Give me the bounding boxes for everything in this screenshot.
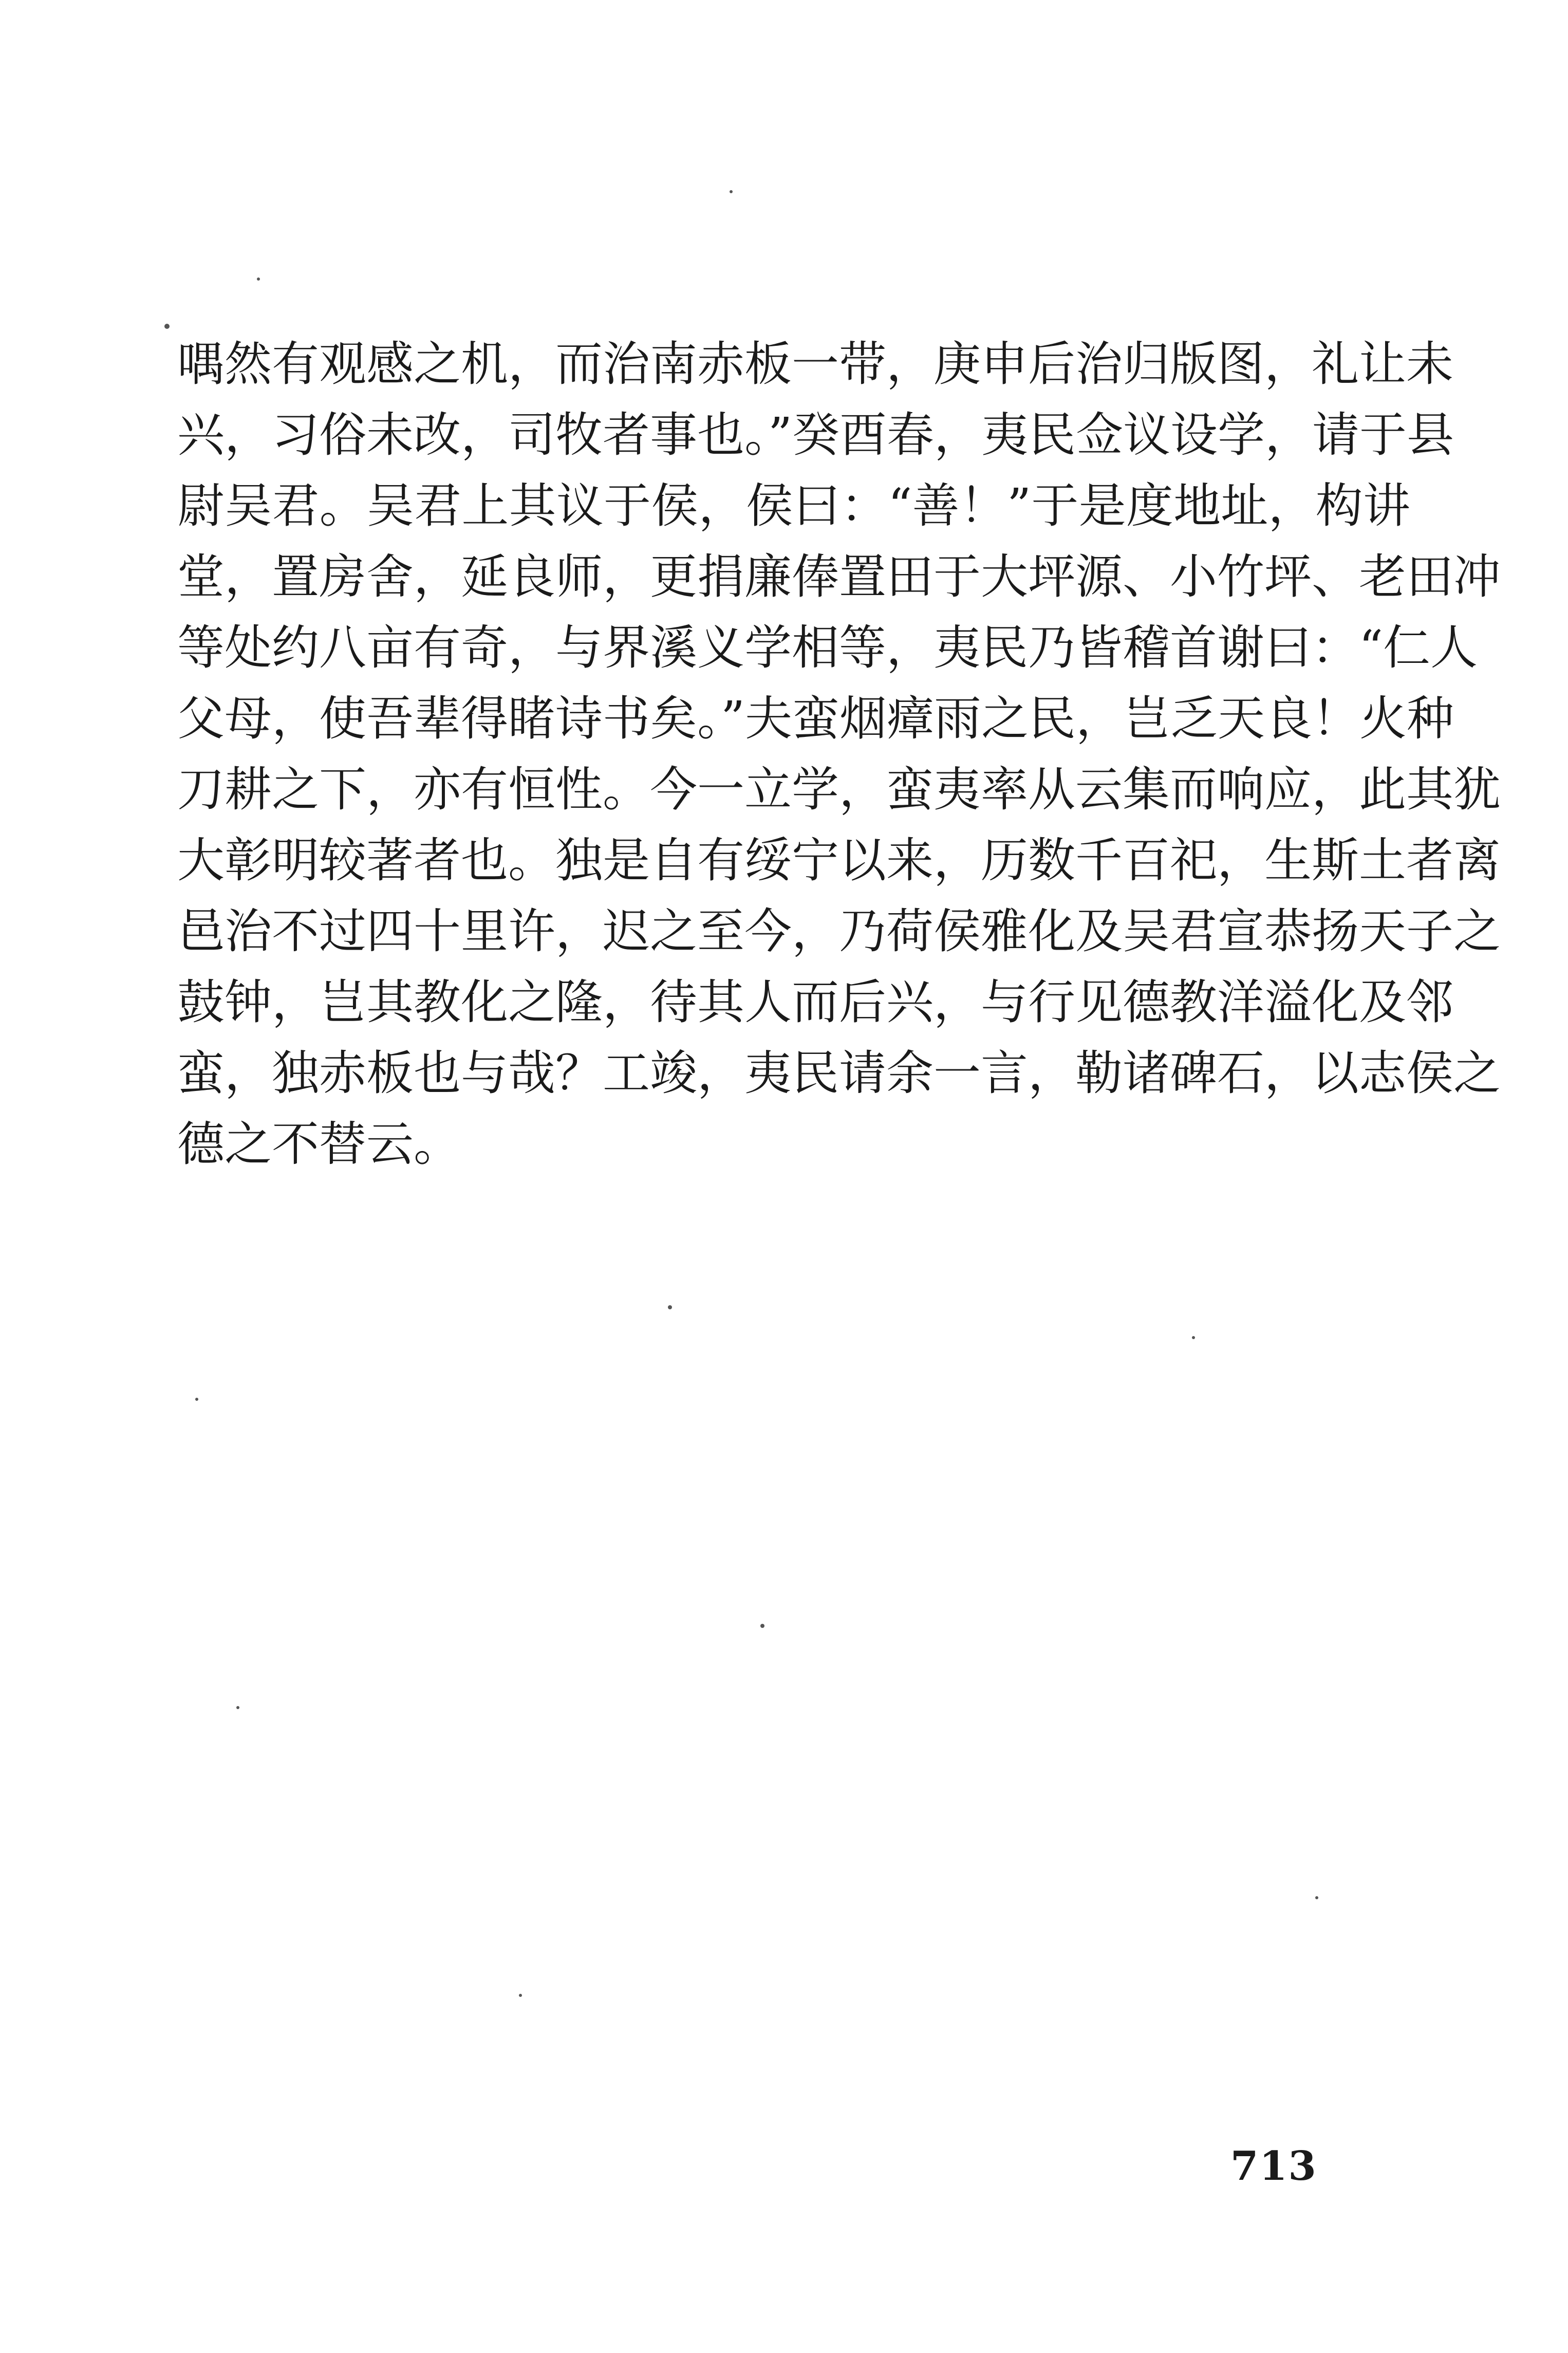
text-line: 父母，使吾辈得睹诗书矣。”夫蛮烟瘴雨之民，岂乏天良！火种 (177, 691, 1454, 746)
scan-speck (236, 1706, 239, 1709)
text-line: 邑治不过四十里许，迟之至今，乃荷侯雅化及吴君宣恭扬天子之 (177, 904, 1501, 959)
scan-speck (195, 1398, 198, 1401)
text-line: 大彰明较著者也。独是自有绥宁以来，历数千百祀，生斯土者离 (177, 833, 1501, 888)
text-line: 鼓钟，岂其教化之隆，待其人而后兴，与行见德教洋溢化及邻 (177, 975, 1454, 1030)
text-line: 德之不替云。 (177, 1117, 461, 1172)
text-line: 刀耕之下，亦有恒性。今一立学，蛮夷率从云集而响应，此其犹 (177, 762, 1501, 817)
scan-speck (164, 324, 170, 329)
text-line: 等处约八亩有奇，与界溪义学相等，夷民乃皆稽首谢曰：“仁人 (177, 620, 1478, 675)
body-text (177, 329, 1501, 1180)
text-line: 喁然有观感之机，而治南赤板一带，庚申后治归版图，礼让未 (177, 337, 1454, 392)
scan-speck (1192, 1336, 1195, 1339)
text-line: 堂，置房舍，延良师，更捐廉俸置田于大坪源、小竹坪、老田冲 (177, 549, 1501, 604)
scan-speck (730, 190, 733, 193)
scan-speck (519, 1994, 522, 1997)
scan-speck (668, 1305, 672, 1309)
scan-speck (760, 1624, 764, 1628)
text-line: 蛮，独赤板也与哉？工竣，夷民请余一言，勒诸碑石，以志侯之 (177, 1046, 1501, 1101)
text-line: 兴，习俗未改，司牧者事也。”癸酉春，夷民佥议设学，请于县 (177, 407, 1454, 462)
page-number: 713 (1230, 2143, 1317, 2190)
scan-speck (257, 277, 260, 281)
scan-speck (1315, 1896, 1318, 1899)
text-line: 尉吴君。吴君上其议于侯，侯曰：“善！”于是度地址，构讲 (177, 478, 1410, 533)
